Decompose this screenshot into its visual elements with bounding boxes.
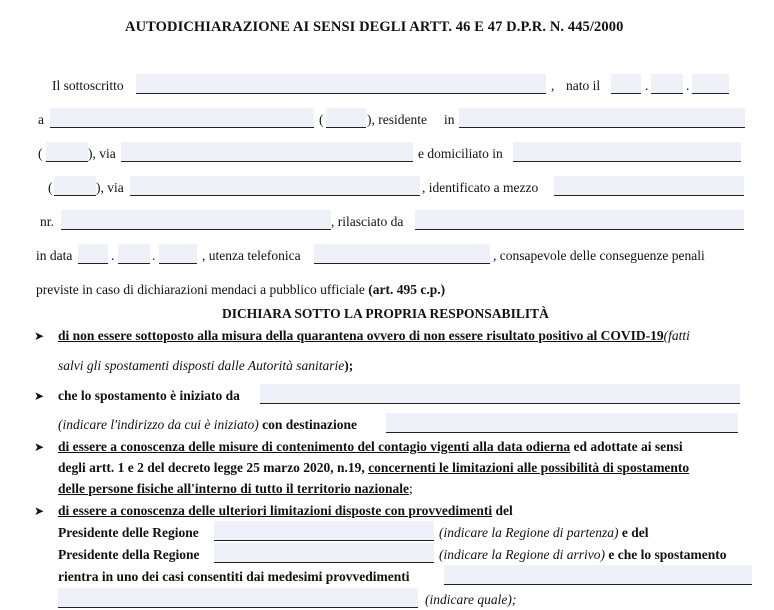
article-reference: (art. 495 c.p.) bbox=[368, 282, 446, 297]
label-via: ), via bbox=[96, 180, 124, 195]
issue-year-field[interactable] bbox=[159, 244, 197, 264]
issued-by-field[interactable] bbox=[415, 210, 744, 230]
date-dot: . bbox=[152, 248, 156, 263]
label-rilasciato: , rilasciato da bbox=[331, 214, 404, 229]
paren-open: ( bbox=[48, 180, 53, 195]
name-field[interactable] bbox=[136, 74, 546, 94]
birth-year-field[interactable] bbox=[692, 74, 729, 94]
label-utenza: , utenza telefonica bbox=[202, 248, 301, 263]
arrival-region-hint: (indicare la Regione di arrivo) bbox=[439, 547, 605, 562]
label-nato-il: nato il bbox=[566, 78, 601, 93]
statement-regional bbox=[58, 503, 513, 519]
label-via: ), via bbox=[88, 146, 116, 161]
label-spostamento: e che lo spostamento bbox=[608, 547, 727, 562]
label-residente: ), residente bbox=[367, 112, 427, 127]
label-rientra: rientra in uno dei casi consentiti dai medesimi provvedimenti bbox=[58, 569, 410, 584]
date-dot: . bbox=[645, 78, 649, 93]
destination-line bbox=[58, 417, 357, 433]
date-dot: . bbox=[111, 248, 115, 263]
label-destinazione: con destinazione bbox=[262, 417, 358, 432]
quarantine-note-cont: salvi gli spostamenti disposti dalle Autorità sanitarie bbox=[58, 358, 345, 373]
domicile-street-field[interactable] bbox=[130, 176, 420, 196]
birth-month-field[interactable] bbox=[651, 74, 683, 94]
residence-province-field[interactable] bbox=[46, 142, 88, 162]
destination-field[interactable] bbox=[386, 413, 738, 433]
paren-open: ( bbox=[319, 112, 324, 127]
allowed-case-field[interactable] bbox=[444, 565, 752, 585]
label-sottoscritto: Il sottoscritto bbox=[52, 78, 124, 93]
regional-text: di essere a conoscenza delle ulteriori limitazioni disposte con provvedimenti bbox=[58, 503, 493, 518]
label-in-data: in data bbox=[36, 248, 73, 263]
label-identificato: , identificato a mezzo bbox=[422, 180, 539, 195]
label-spostamento-iniziato: che lo spostamento è iniziato da bbox=[58, 388, 240, 403]
departure-region-line bbox=[439, 525, 648, 541]
statement-quarantine bbox=[58, 328, 690, 344]
bullet-arrow-icon: ➤ bbox=[34, 504, 45, 518]
label-in: in bbox=[444, 112, 455, 127]
punct: ); bbox=[344, 358, 354, 373]
limitations-text: concernenti le limitazioni alle possibilità di spostamento bbox=[368, 460, 690, 475]
regional-text-cont: del bbox=[495, 503, 513, 518]
declaration-text bbox=[36, 282, 445, 298]
bullet-arrow-icon: ➤ bbox=[34, 440, 45, 454]
phone-field[interactable] bbox=[314, 244, 490, 264]
id-document-field[interactable] bbox=[554, 176, 744, 196]
punct: ; bbox=[408, 481, 413, 496]
limitations-text-cont: delle persone fisiche all'interno di tutto il territorio nazionale bbox=[58, 481, 409, 496]
label-consapevole: , consapevole delle conseguenze penali bbox=[493, 248, 705, 263]
domicile-province-field[interactable] bbox=[54, 176, 96, 196]
start-address-hint: (indicare l'indirizzo da cui è iniziato) bbox=[58, 417, 259, 432]
birth-day-field[interactable] bbox=[611, 74, 641, 94]
statement-measures-line3 bbox=[58, 481, 413, 497]
label-presidente-partenza: Presidente delle Regione bbox=[58, 525, 199, 540]
statement-measures-line2 bbox=[58, 460, 689, 476]
departure-region-hint: (indicare la Regione di partenza) bbox=[439, 525, 619, 540]
departure-region-field[interactable] bbox=[214, 521, 434, 541]
decree-reference: degli artt. 1 e 2 del decreto legge 25 marzo 2020, n.19, bbox=[58, 460, 365, 475]
label-a: a bbox=[38, 112, 44, 127]
bullet-arrow-icon: ➤ bbox=[34, 389, 45, 403]
date-dot: . bbox=[686, 78, 690, 93]
section-heading: DICHIARA SOTTO LA PROPRIA RESPONSABILITÀ bbox=[222, 306, 549, 321]
declaration-text-part: previste in caso di dichiarazioni mendaci a pubblico ufficiale bbox=[36, 282, 365, 297]
document-number-field[interactable] bbox=[61, 210, 331, 230]
allowed-case-hint: (indicare quale); bbox=[425, 592, 517, 607]
arrival-region-line bbox=[439, 547, 726, 563]
issue-month-field[interactable] bbox=[118, 244, 150, 264]
measures-text: di essere a conoscenza delle misure di contenimento del contagio vigenti alla data odierna bbox=[58, 439, 571, 454]
allowed-case-detail-field[interactable] bbox=[58, 588, 418, 608]
domicile-city-field[interactable] bbox=[513, 142, 741, 162]
residence-street-field[interactable] bbox=[121, 142, 413, 162]
residence-city-field[interactable] bbox=[459, 108, 745, 128]
label-nr: nr. bbox=[40, 214, 54, 229]
issue-day-field[interactable] bbox=[78, 244, 108, 264]
paren-open: ( bbox=[38, 146, 43, 161]
quarantine-note: (fatti bbox=[663, 328, 690, 343]
quarantine-text: di non essere sottoposto alla misura della quarantena ovvero di non essere risultato positivo al COVID-19 bbox=[58, 328, 664, 343]
arrival-region-field[interactable] bbox=[214, 543, 434, 563]
measures-text-cont: ed adottate ai sensi bbox=[573, 439, 683, 454]
start-address-field[interactable] bbox=[260, 384, 740, 404]
label-presidente-arrivo: Presidente della Regione bbox=[58, 547, 200, 562]
document-title: AUTODICHIARAZIONE AI SENSI DEGLI ARTT. 46 E 47 D.P.R. N. 445/2000 bbox=[125, 19, 624, 35]
label-e-del: e del bbox=[621, 525, 649, 540]
comma: , bbox=[551, 78, 555, 93]
bullet-arrow-icon: ➤ bbox=[34, 329, 45, 343]
statement-quarantine-cont bbox=[58, 358, 353, 374]
label-domiciliato: e domiciliato in bbox=[418, 146, 503, 161]
birth-province-field[interactable] bbox=[326, 108, 366, 128]
statement-measures bbox=[58, 439, 683, 455]
birth-place-field[interactable] bbox=[50, 108, 314, 128]
